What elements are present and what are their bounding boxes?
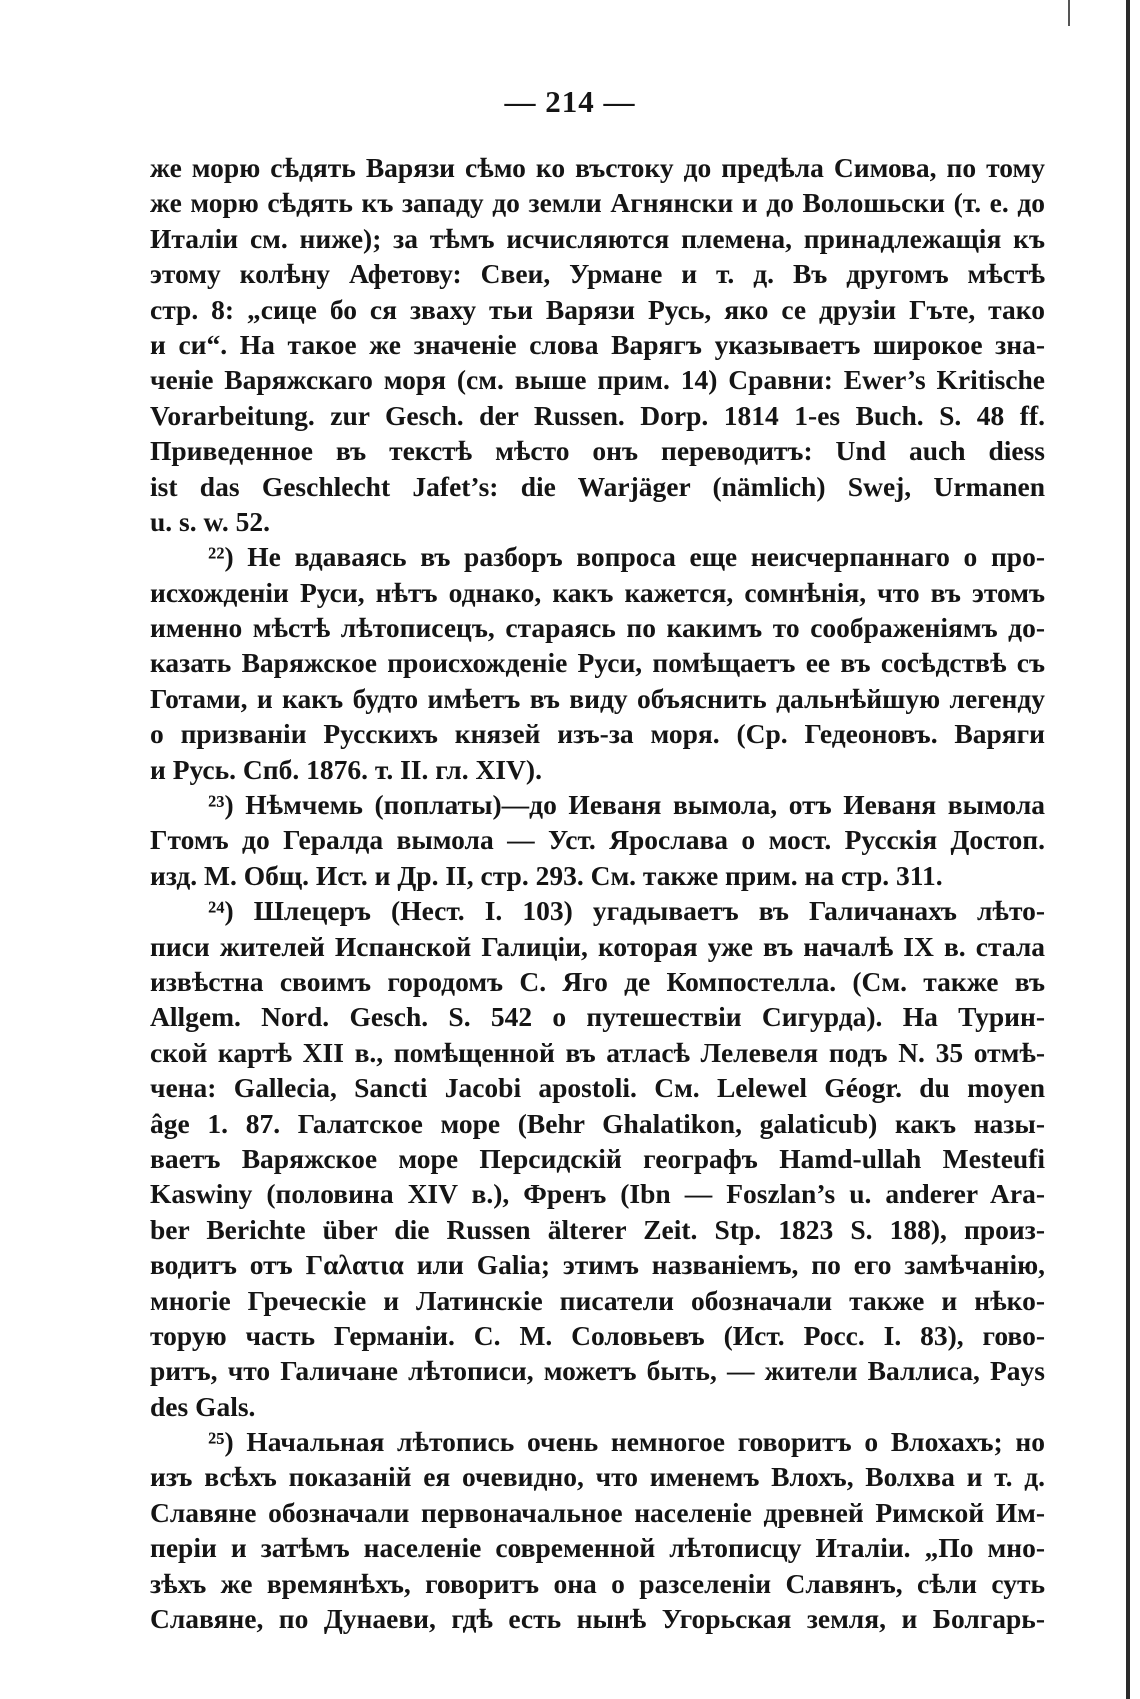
text-line: Allgem. Nord. Gesch. S. 542 о путешествіи Сигурда). На Турин- [150, 1001, 1045, 1033]
footnote-24-line: ²⁴) Шлецеръ (Нест. I. 103) угадываетъ въ Галичанахъ лѣто- [208, 895, 1045, 927]
text-line: ченіе Варяжскаго моря (см. выше прим. 14) Сравни: Ewer’s Kritische [150, 364, 1045, 396]
text-line: этому колѣну Афетову: Свеи, Урмане и т. д. Въ другомъ мѣстѣ [150, 258, 1045, 290]
text-line: о призваніи Русскихъ князей изъ-за моря. (Ср. Гедеоновъ. Варяги [150, 718, 1045, 750]
text-line: многіе Греческіе и Латинскіе писатели обозначали также и нѣко- [150, 1284, 1045, 1316]
text-line: и си“. На такое же значеніе слова Варягъ указываетъ широкое зна- [150, 328, 1045, 360]
text-line: же морю сѣдять къ западу до земли Агнянски и до Волошьски (т. е. до [150, 187, 1045, 219]
footnote-25-line: ²⁵) Начальная лѣтопись очень немногое говоритъ о Влохахъ; но [208, 1426, 1045, 1458]
text-line: Гтомъ до Гералда вымола — Уст. Ярослава о мост. Русскія Достоп. [150, 824, 1045, 856]
text-line: зѣхъ же времянѣхъ, говоритъ она о разселеніи Славянъ, сѣли суть [150, 1567, 1045, 1599]
text-line: стр. 8: „сице бо ся зваху тьи Варязи Русь, яко се друзіи Гъте, тако [150, 293, 1045, 325]
page-edge-mark [1068, 0, 1070, 26]
text-line: именно мѣстѣ лѣтописецъ, стараясь по какимъ то соображеніямъ до- [150, 612, 1045, 644]
text-line: водитъ отъ Γαλατια или Galia; этимъ названіемъ, по его замѣчанію, [150, 1249, 1045, 1281]
text-line: âge 1. 87. Галатское море (Behr Ghalatikon, galaticub) какъ назы- [150, 1107, 1045, 1139]
text-line: чена: Gallecia, Sancti Jacobi apostoli. См. Lelewel Géogr. du moyen [150, 1072, 1045, 1104]
footnote-23-line: ²³) Нѣмчемь (поплаты)—до Иеваня вымола, отъ Иеваня вымола [208, 789, 1045, 821]
text-line: Славяне, по Дунаеви, гдѣ есть нынѣ Угорьская земля, и Болгарь- [150, 1603, 1045, 1635]
text-line: Приведенное въ текстѣ мѣсто онъ переводитъ: Und auch diess [150, 435, 1045, 467]
text-line: ской картѣ XII в., помѣщенной въ атласѣ Лелевеля подъ N. 35 отмѣ- [150, 1036, 1045, 1068]
page-number-header: — 214 — [504, 84, 636, 119]
text-line: Готами, и какъ будто имѣетъ въ виду объяснить дальнѣйшую легенду [150, 682, 1045, 714]
text-line: казать Варяжское происхожденіе Руси, помѣщаетъ ее въ сосѣдствѣ съ [150, 647, 1045, 679]
text-line: ber Berichte über die Russen älterer Zeit. Stp. 1823 S. 188), произ- [150, 1213, 1045, 1245]
text-line: ist das Geschlecht Jafet’s: die Warjäger (nämlich) Swej, Urmanen [150, 470, 1045, 502]
page-edge-line [1126, 0, 1130, 1699]
text-line: періи и затѣмъ населеніе современной лѣтописцу Италіи. „По мно- [150, 1532, 1045, 1564]
text-line: извѣстна своимъ городомъ С. Яго де Компостелла. (См. также въ [150, 965, 1045, 997]
text-line: же морю сѣдять Варязи сѣмо ко въстоку до предѣла Симова, по тому [150, 152, 1045, 183]
text-line: исхожденіи Руси, нѣтъ однако, какъ кажется, сомнѣнія, что въ этомъ [150, 576, 1045, 608]
text-line: ваетъ Варяжское море Персидскій географъ Hamd-ullah Mesteufi [150, 1142, 1045, 1174]
text-line: des Gals. [150, 1390, 256, 1422]
text-line: изъ всѣхъ показаній ея очевидно, что именемъ Влохъ, Волхва и т. д. [150, 1461, 1045, 1493]
text-line: и Русь. Спб. 1876. т. II. гл. XIV). [150, 753, 542, 785]
footnote-22-line: ²²) Не вдаваясь въ разборъ вопроса еще неисчерпаннаго о про- [208, 541, 1045, 573]
text-line: писи жителей Испанской Галиціи, которая уже въ началѣ IX в. стала [150, 930, 1045, 962]
text-line: изд. М. Общ. Ист. и Др. II, стр. 293. См. также прим. на стр. 311. [150, 859, 943, 891]
text-line: Kaswiny (половина XIV в.), Френъ (Ibn — Foszlan’s u. anderer Ara- [150, 1178, 1045, 1210]
text-line: Славяне обозначали первоначальное населеніе древней Римской Им- [150, 1496, 1045, 1528]
text-line: торую часть Германіи. С. М. Соловьевъ (Ист. Росс. I. 83), гово- [150, 1319, 1045, 1351]
body-text [150, 150, 1045, 1636]
text-line: Vorarbeitung. zur Gesch. der Russen. Dorp. 1814 1-es Buch. S. 48 ff. [150, 399, 1045, 431]
text-line: u. s. w. 52. [150, 505, 270, 537]
text-line: Италіи см. ниже); за тѣмъ исчисляются племена, принадлежащія къ [150, 222, 1045, 254]
text-line: ритъ, что Галичане лѣтописи, можетъ быть, — жители Валлиса, Pays [150, 1355, 1045, 1387]
